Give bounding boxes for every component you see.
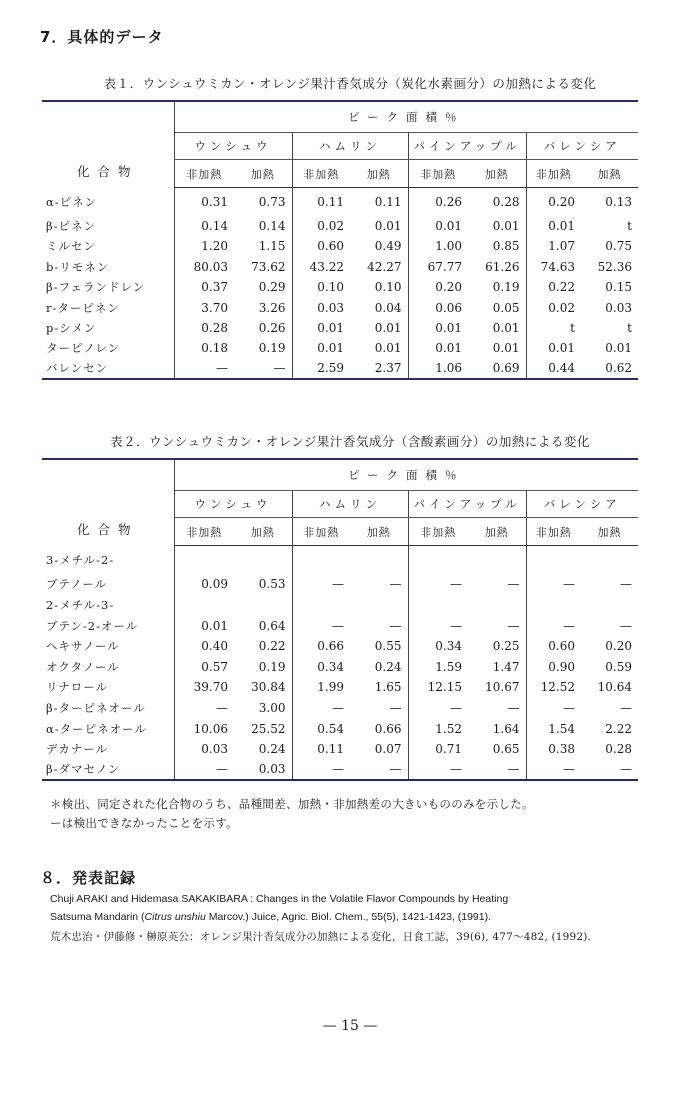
value-cell: — [620,700,632,715]
unheated-header: 非加熱 [292,160,350,188]
value-cell: 1.07 [526,236,581,256]
value-cell: 0.19 [258,659,286,674]
value-cell: 1.54 [526,718,581,739]
value-cell: — [526,615,581,636]
compound-name: オクタノール [46,659,120,674]
value-cell: 0.37 [174,277,234,297]
value-cell: 0.10 [374,280,402,295]
value-cell: 74.63 [526,257,581,277]
value-cell: 0.20 [605,639,632,654]
value-cell: 0.01 [526,338,581,358]
compound-name: β-ダマセノン [42,759,174,780]
value-cell: 1.47 [492,659,520,674]
heated-header: 加熱 [350,160,408,188]
value-cell: 1.65 [374,680,402,695]
unheated-header: 非加熱 [292,518,350,546]
value-cell: 0.11 [292,188,350,216]
value-cell: 73.62 [251,259,286,274]
value-cell: 80.03 [174,257,234,277]
value-cell: 10.64 [597,680,632,695]
value-cell: 0.15 [605,280,632,295]
value-cell: 0.14 [258,219,286,234]
value-cell: 0.26 [258,321,286,336]
value-cell: 0.03 [234,759,292,780]
value-cell: 0.28 [492,194,520,209]
value-cell [234,595,292,616]
value-cell: 0.55 [374,639,402,654]
table1-caption: 表１．ウンシュウミカン・オレンジ果汁香気成分（炭化水素画分）の加熱による変化 [103,76,597,91]
heated-header: 加熱 [581,160,638,188]
table-row [42,359,638,379]
value-cell: — [408,698,468,719]
value-cell: 0.64 [258,618,286,633]
value-cell: 0.01 [174,615,234,636]
value-cell: 0.59 [605,659,632,674]
value-cell: — [174,359,234,379]
table2-caption: 表２．ウンシュウミカン・オレンジ果汁香気成分（含酸素画分）の加熱による変化 [110,434,590,449]
value-cell: — [292,574,350,595]
value-cell: 0.01 [374,341,402,356]
table-row [42,297,638,317]
value-cell: 0.01 [492,341,520,356]
value-cell: — [350,759,408,780]
value-cell: 1.52 [408,718,468,739]
table-row [42,216,638,236]
publication-2: 荒木忠治・伊藤修・榊原英公：オレンジ果汁香気成分の加熱による変化，日食工誌，39(6), 477～482, (1992). [50,931,592,943]
value-cell: — [408,574,468,595]
value-cell: — [526,759,581,780]
value-cell: 43.22 [292,257,350,277]
value-cell [408,546,468,575]
value-cell: t [627,219,632,234]
variety-header: バレンシア [526,491,638,518]
value-cell: 0.09 [174,574,234,595]
table-row [42,277,638,297]
value-cell: — [234,359,292,379]
variety-header: ウンシュウ [174,133,292,160]
value-cell [350,595,408,616]
value-cell: 0.01 [408,318,468,338]
peak-area-header: ピーク面積％ [174,102,638,133]
value-cell: 0.18 [174,338,234,358]
value-cell: — [408,759,468,780]
value-cell: 0.06 [408,297,468,317]
table2 [42,458,638,781]
publication-1-species: Citrus unshiu [144,911,206,923]
heated-header: 加熱 [468,160,526,188]
heated-header: 加熱 [350,518,408,546]
value-cell: 0.01 [374,219,402,234]
value-cell: 0.31 [174,188,234,216]
value-cell: 0.25 [492,639,520,654]
value-cell: 0.20 [408,277,468,297]
table-row [42,656,638,677]
table-row [42,236,638,256]
value-cell: 3.26 [258,300,286,315]
value-cell: — [526,698,581,719]
value-cell: 0.04 [374,300,402,315]
value-cell: 0.60 [292,236,350,256]
value-cell [234,546,292,575]
unheated-header: 非加熱 [408,518,468,546]
table-row [42,188,638,216]
value-cell: — [174,759,234,780]
value-cell: 0.01 [374,321,402,336]
value-cell: 0.19 [492,280,520,295]
value-cell [174,595,234,616]
value-cell [174,546,234,575]
value-cell: 2.59 [292,359,350,379]
value-cell: 0.28 [605,742,632,757]
compound-name: 2-メチル-3- [46,597,115,612]
section-8-heading: ８．発表記録 [40,869,137,887]
value-cell: 0.01 [408,338,468,358]
publication-1-line-2 [50,911,670,923]
value-cell: — [581,759,638,780]
compound-column-header: 化合物 [76,521,139,537]
table-row [42,338,638,358]
value-cell: 0.28 [174,318,234,338]
value-cell: 10.06 [174,718,234,739]
table-row [42,718,638,739]
table2-note-1: ＊検出、同定された化合物のうち、品種間差、加熱・非加熱差の大きいもののみを示した。 [50,797,534,811]
unheated-header: 非加熱 [526,160,581,188]
value-cell: 0.60 [526,636,581,657]
value-cell: 12.52 [526,677,581,698]
value-cell [526,546,581,575]
publication-1-text-a: Satsuma Mandarin ( [50,911,145,923]
publication-1-line-1: Chuji ARAKI and Hidemasa SAKAKIBARA : Changes in the Volatile Flavor Compounds by Heating [50,893,509,905]
value-cell: 39.70 [174,677,234,698]
compound-name: β-ピネン [46,219,97,234]
table-row [42,615,638,636]
value-cell: 12.15 [408,677,468,698]
value-cell: 0.13 [605,194,632,209]
value-cell: — [389,577,402,592]
value-cell: 0.57 [174,656,234,677]
variety-header: パインアップル [408,491,526,518]
heated-header: 加熱 [581,518,638,546]
variety-header: ウンシュウ [174,491,292,518]
table-row [42,677,638,698]
value-cell: — [507,700,520,715]
compound-name: 3-メチル-2- [46,552,115,567]
value-cell: — [389,700,402,715]
value-cell: — [526,574,581,595]
peak-area-header: ピーク面積％ [174,460,638,491]
value-cell: — [292,759,350,780]
compound-name: β-フェランドレン [46,280,146,295]
compound-name: β-ターピネオール [46,700,146,715]
compound-name: b-リモネン [46,259,110,274]
value-cell: 0.54 [292,718,350,739]
value-cell: — [468,759,526,780]
value-cell [350,546,408,575]
value-cell: 0.01 [292,338,350,358]
value-cell: 3.00 [258,700,286,715]
value-cell: 1.99 [292,677,350,698]
compound-name: α-ターピネオール [46,721,147,736]
unheated-header: 非加熱 [174,160,234,188]
value-cell: 3.70 [174,297,234,317]
table2-note-2: ーは検出できなかったことを示す。 [50,816,238,830]
value-cell: — [174,698,234,719]
table1 [42,100,638,380]
heated-header: 加熱 [234,518,292,546]
value-cell: 61.26 [485,259,520,274]
value-cell: 0.01 [526,216,581,236]
compound-name: リナロール [46,680,109,695]
value-cell: 0.75 [605,239,632,254]
value-cell [526,595,581,616]
value-cell: 0.11 [374,194,402,209]
value-cell: 52.36 [597,259,632,274]
value-cell: — [292,698,350,719]
value-cell: 0.14 [174,216,234,236]
section-7-heading: 7．具体的データ [40,28,164,46]
value-cell: 0.02 [292,216,350,236]
value-cell: 0.01 [492,321,520,336]
value-cell: 0.29 [258,280,286,295]
compound-name: ミルセン [46,239,96,254]
value-cell: 1.15 [258,239,286,254]
value-cell: 0.10 [292,277,350,297]
value-cell: 1.59 [408,656,468,677]
value-cell: 0.38 [526,739,581,760]
table-row [42,546,638,575]
value-cell: 1.20 [174,236,234,256]
table-row [42,257,638,277]
compound-name: バレンセン [42,359,174,379]
value-cell: 0.44 [526,359,581,379]
value-cell: 0.07 [374,742,402,757]
table-row [42,698,638,719]
value-cell: — [408,615,468,636]
value-cell: — [389,618,402,633]
variety-header: ハムリン [292,133,408,160]
table-row [42,318,638,338]
value-cell: 0.26 [408,188,468,216]
value-cell: 0.85 [492,239,520,254]
compound-name: ヘキサノール [46,639,120,654]
value-cell: 10.67 [485,680,520,695]
value-cell [468,546,526,575]
value-cell: — [620,618,632,633]
value-cell: — [507,577,520,592]
value-cell: 1.00 [408,236,468,256]
value-cell: 0.20 [526,188,581,216]
value-cell [468,595,526,616]
value-cell: 2.37 [350,359,408,379]
value-cell: 0.01 [292,318,350,338]
value-cell: 0.02 [526,297,581,317]
compound-name: p-シメン [46,321,97,336]
value-cell: 67.77 [408,257,468,277]
unheated-header: 非加熱 [408,160,468,188]
value-cell [581,546,638,575]
value-cell: — [292,615,350,636]
table-row [42,759,638,780]
value-cell [581,595,638,616]
compound-name: デカナール [46,742,109,757]
value-cell: 0.05 [492,300,520,315]
value-cell: 0.66 [374,721,402,736]
value-cell: 0.19 [258,341,286,356]
value-cell: 42.27 [367,259,402,274]
value-cell: 2.22 [605,721,632,736]
value-cell: 0.53 [258,577,286,592]
table-row [42,595,638,616]
value-cell: 0.22 [526,277,581,297]
value-cell: 0.71 [408,739,468,760]
value-cell: 0.24 [258,742,286,757]
compound-name: ブテノール [46,577,108,592]
value-cell: 0.40 [174,636,234,657]
value-cell: 0.73 [258,194,286,209]
variety-header: パインアップル [408,133,526,160]
value-cell: 0.01 [492,219,520,234]
value-cell: 0.65 [492,742,520,757]
value-cell: 0.03 [605,300,632,315]
value-cell: 0.22 [258,639,286,654]
page-number: — 15 — [322,1018,378,1034]
value-cell: 0.34 [292,656,350,677]
table-row [42,574,638,595]
unheated-header: 非加熱 [174,518,234,546]
publication-1-text-b: Marcov.) Juice, Agric. Biol. Chem., 55(5), 1421-1423, (1991). [205,911,492,923]
value-cell: — [507,618,520,633]
compound-name: ブテン-2-オール [46,618,139,633]
value-cell: 0.01 [605,341,632,356]
value-cell [292,595,350,616]
unheated-header: 非加熱 [526,518,581,546]
value-cell: 30.84 [251,680,286,695]
value-cell: 1.64 [492,721,520,736]
value-cell: 0.03 [174,739,234,760]
value-cell: 0.66 [292,636,350,657]
compound-name: r-ターピネン [46,300,120,315]
value-cell: 0.49 [374,239,402,254]
value-cell: 0.03 [292,297,350,317]
value-cell: 1.06 [408,359,468,379]
compound-column-header: 化合物 [76,163,139,179]
heated-header: 加熱 [234,160,292,188]
value-cell [292,546,350,575]
value-cell: 0.62 [581,359,638,379]
value-cell: 0.11 [292,739,350,760]
compound-name: ターピノレン [46,341,121,356]
value-cell: 0.90 [526,656,581,677]
heated-header: 加熱 [468,518,526,546]
value-cell: t [526,318,581,338]
value-cell: 25.52 [251,721,286,736]
compound-name: α-ピネン [46,194,98,209]
value-cell: 0.01 [408,216,468,236]
value-cell: 0.69 [468,359,526,379]
value-cell: 0.34 [408,636,468,657]
value-cell: t [627,321,632,336]
table-row [42,739,638,760]
table-row [42,636,638,657]
variety-header: バレンシア [526,133,638,160]
value-cell [408,595,468,616]
variety-header: ハムリン [292,491,408,518]
value-cell: 0.24 [374,659,402,674]
value-cell: — [620,577,632,592]
